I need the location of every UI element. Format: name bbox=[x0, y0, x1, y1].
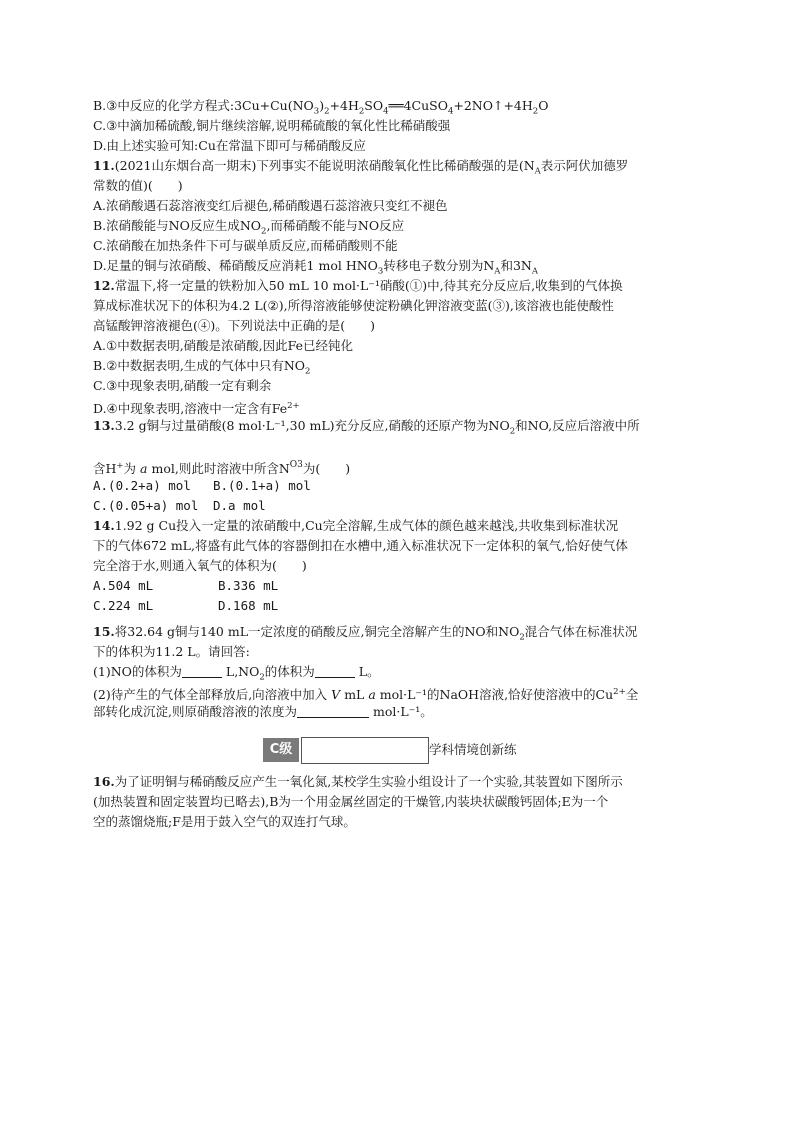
q13-options-cd: C.(0.05+a) mol D.a mol bbox=[93, 498, 266, 513]
q12-option-c: C.③中现象表明,硝酸一定有剩余 bbox=[93, 378, 272, 393]
section-c-header bbox=[93, 730, 705, 768]
q14-stem: 14.1.92 g Cu投入一定量的浓硝酸中,Cu完全溶解,生成气体的颜色越来越浅,共收集到标准状况 bbox=[93, 518, 619, 533]
q16-stem-cont: (加热装置和固定装置均已略去),B为一个用金属丝固定的干燥管,内装块状碳酸钙固体;E为一个 bbox=[93, 794, 609, 809]
q15-stem-cont: 下的体积为11.2 L。请回答: bbox=[93, 644, 250, 659]
q10-option-b: B.③中反应的化学方程式$:3Cu+Cu(NO_3)_2+4H_2SO_4══4CuSO_4+2NO↑+4H_2O$ bbox=[93, 98, 549, 116]
section-c-title: 学科情境创新练 bbox=[429, 742, 517, 757]
answer-blank-no2[interactable] bbox=[315, 664, 355, 678]
q12-stem-cont2: 高锰酸钾溶液褪色(④)。下列说法中正确的是( ) bbox=[93, 318, 376, 333]
q11-option-a: A.浓硝酸遇石蕊溶液变红后褪色,稀硝酸遇石蕊溶液只变红不褪色 bbox=[93, 198, 448, 213]
q11-stem: 11.(2021山东烟台高一期末)下列事实不能说明浓硝酸氧化性比稀硝酸强的是($N_A$表示阿伏加德罗 bbox=[93, 158, 629, 176]
q15-stem: 15.将32.64 g铜与140 mL一定浓度的硝酸反应,铜完全溶解产生的NO和$NO_2$混合气体在标准状况 bbox=[93, 624, 638, 642]
q16-stem: 16.为了证明铜与稀硝酸反应产生一氧化氮,某校学生实验小组设计了一个实验,其装置如下图所示 bbox=[93, 774, 623, 789]
q16-stem-cont2: 空的蒸馏烧瓶;F是用于鼓入空气的双连打气球。 bbox=[93, 814, 356, 829]
document-page bbox=[93, 96, 705, 832]
q13-stem: 13.3.2 g铜与过量硝酸(8 mol·L⁻¹,30 mL)充分反应,硝酸的还原产物为$NO_2$和NO,反应后溶液中所 bbox=[93, 418, 640, 436]
q14-stem-cont2: 完全溶于水,则通入氧气的体积为( ) bbox=[93, 558, 307, 573]
q12-stem-cont: 算成标准状况下的体积为4.2 L(②),所得溶液能够使淀粉碘化钾溶液变蓝(③),该溶液也能使酸性 bbox=[93, 298, 614, 313]
q12-stem: 12.常温下,将一定量的铁粉加入50 mL 10 mol·L⁻¹硝酸(①)中,待其充分反应后,收集到的气体换 bbox=[93, 278, 623, 293]
q10-option-c: C.③中滴加稀硫酸,铜片继续溶解,说明稀硫酸的氧化性比稀硝酸强 bbox=[93, 118, 451, 133]
q13-stem-cont: 含H+为 a mol,则此时溶液中所含$N^{O3}$为( ) bbox=[93, 460, 351, 476]
q14-options-ab: A.504 mL B.336 mL bbox=[93, 578, 279, 593]
q13-options-ab: A.(0.2+a) mol B.(0.1+a) mol bbox=[93, 478, 311, 493]
q10-option-d: D.由上述实验可知:Cu在常温下即可与稀硝酸反应 bbox=[93, 138, 366, 153]
q12-option-b: B.②中数据表明,生成的气体中只有$NO_2$ bbox=[93, 358, 311, 376]
q11-stem-cont: 常数的值)( ) bbox=[93, 178, 183, 193]
q14-options-cd: C.224 mL D.168 mL bbox=[93, 598, 279, 613]
q11-option-b: B.浓硝酸能与NO反应生成$NO_2$,而稀硝酸不能与NO反应 bbox=[93, 218, 405, 236]
q14-stem-cont: 下的气体672 mL,将盛有此气体的容器倒扣在水槽中,通入标准状况下一定体积的氧气,恰好使气体 bbox=[93, 538, 628, 553]
q15-part1: (1)NO的体积为 $L,NO_2$的体积为 L。 bbox=[93, 664, 380, 682]
q12-option-d: D.④中现象表明,溶液中一定含有$Fe^{2+}$ bbox=[93, 401, 300, 416]
section-c-badge: C级 bbox=[263, 738, 299, 762]
q12-option-a: A.①中数据表明,硝酸是浓硝酸,因此Fe已经钝化 bbox=[93, 338, 354, 353]
q11-option-d: D.足量的铜与浓硝酸、稀硝酸反应消耗1 mol $HNO_3$转移电子数分别为$N_A$和$3N_A$ bbox=[93, 258, 538, 276]
q11-option-c: C.浓硝酸在加热条件下可与碳单质反应,而稀硝酸则不能 bbox=[93, 238, 398, 253]
answer-blank-no[interactable] bbox=[182, 664, 222, 678]
q15-part2-cont: 部转化成沉淀,则原硝酸溶液的浓度为 mol·L⁻¹。 bbox=[93, 704, 433, 719]
q15-part2: (2)待产生的气体全部释放后,向溶液中加入 V mL a mol·L⁻¹的NaOH溶液,恰好使溶液中的$Cu^{2+}$全 bbox=[93, 687, 639, 702]
section-c-box bbox=[301, 737, 429, 764]
answer-blank-concentration[interactable] bbox=[297, 704, 369, 718]
